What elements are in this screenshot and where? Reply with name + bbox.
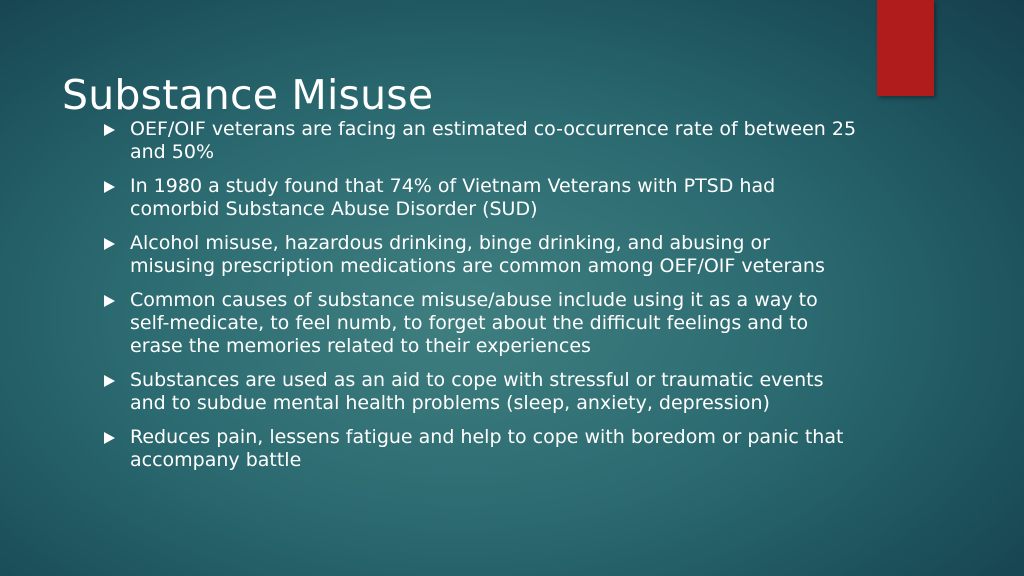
slide-title: Substance Misuse — [62, 71, 434, 120]
triangle-bullet-icon — [104, 432, 115, 444]
triangle-bullet-icon — [104, 238, 115, 250]
bullet-item — [100, 426, 860, 472]
bullet-item — [100, 118, 860, 164]
bullet-text: In 1980 a study found that 74% of Vietnam Veterans with PTSD had comorbid Substance Abuse Disorder (SUD) — [130, 175, 776, 220]
bullet-item — [100, 289, 860, 358]
accent-bar — [877, 0, 934, 96]
bullet-list — [100, 118, 860, 483]
triangle-bullet-icon — [104, 295, 115, 307]
bullet-text: Substances are used as an aid to cope with stressful or traumatic events and to subdue mental health problems (sleep, anxiety, depression) — [130, 369, 824, 414]
bullet-text: OEF/OIF veterans are facing an estimated co-occurrence rate of between 25 and 50% — [130, 118, 857, 163]
triangle-bullet-icon — [104, 181, 115, 193]
bullet-text: Alcohol misuse, hazardous drinking, binge drinking, and abusing or misusing prescription medications are common among OEF/OIF veterans — [130, 232, 825, 277]
bullet-item — [100, 232, 860, 278]
triangle-bullet-icon — [104, 375, 115, 387]
bullet-text: Common causes of substance misuse/abuse include using it as a way to self-medicate, to feel numb, to forget about the difficult feelings and to erase the memories related to their experiences — [130, 289, 818, 357]
triangle-bullet-icon — [104, 124, 115, 136]
bullet-item — [100, 369, 860, 415]
bullet-text: Reduces pain, lessens fatigue and help to cope with boredom or panic that accompany battle — [130, 426, 844, 471]
bullet-item — [100, 175, 860, 221]
